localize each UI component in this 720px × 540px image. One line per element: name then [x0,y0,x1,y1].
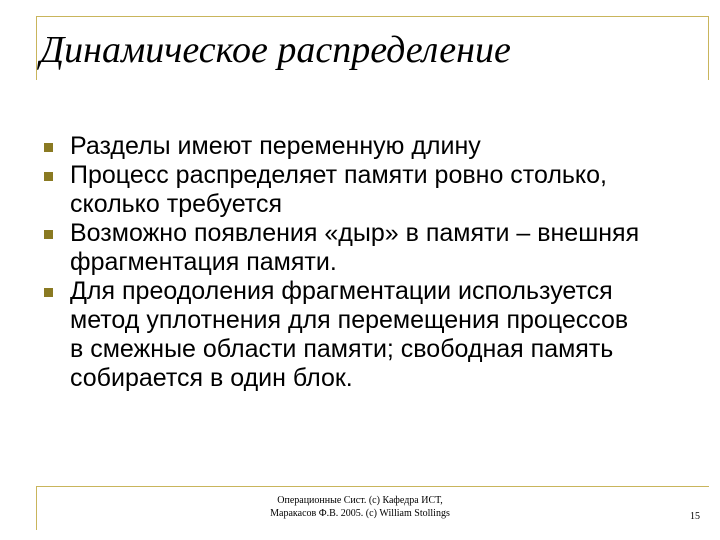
page-number: 15 [690,511,700,522]
bullet-item [44,277,644,393]
bullet-text: Для преодоления фрагментации используется метод уплотнения для перемещения процессов в смежные области памяти; свободная память собирается в один блок. [70,277,629,392]
square-bullet-icon [44,288,53,297]
frame-top-line [36,16,709,17]
slide-title: Динамическое распределение [40,29,511,71]
footer-divider [36,486,709,487]
footer-line-1: Операционные Сист. (с) Кафедра ИСТ, [277,495,443,506]
bullet-item [44,132,644,161]
bullet-item [44,161,644,219]
bullet-item [44,219,644,277]
frame-left-line [36,16,37,80]
frame-right-line [708,16,709,80]
square-bullet-icon [44,143,53,152]
footer-credits [200,494,520,520]
bullet-text: Возможно появления «дыр» в памяти – внешняя фрагментация памяти. [70,219,640,276]
bullet-text: Разделы имеют переменную длину [70,132,481,160]
square-bullet-icon [44,172,53,181]
bullet-list [44,132,644,393]
footer-line-2: Маракасов Ф.В. 2005. (с) William Stollings [270,508,450,519]
square-bullet-icon [44,230,53,239]
footer-left-line [36,486,37,530]
bullet-text: Процесс распределяет памяти ровно столько, сколько требуется [70,161,607,218]
